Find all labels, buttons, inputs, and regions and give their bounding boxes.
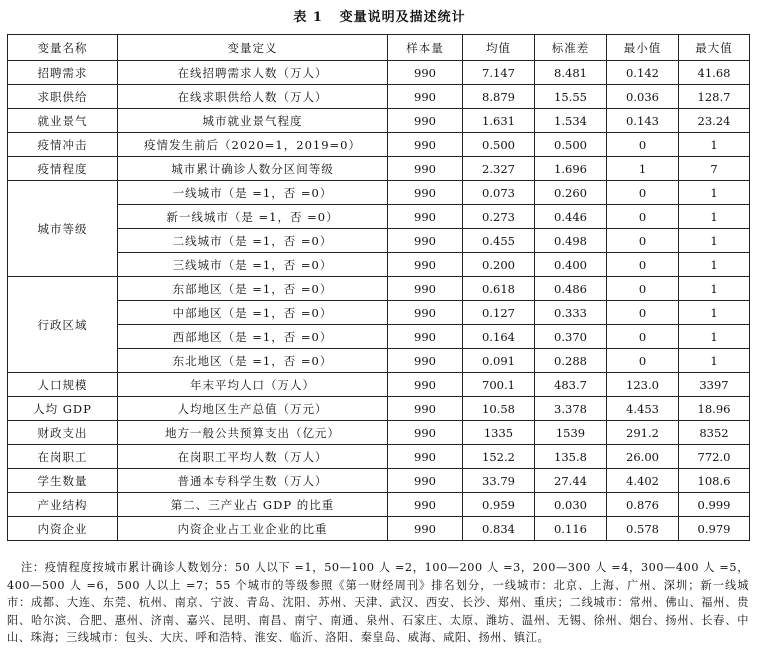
- sample-size-cell: 990: [388, 133, 463, 157]
- table-row: [8, 397, 750, 421]
- mean-cell: 33.79: [463, 469, 535, 493]
- mean-cell: 0.164: [463, 325, 535, 349]
- variable-definition-cell: 年末平均人口（万人）: [118, 373, 388, 397]
- sample-size-cell: 990: [388, 229, 463, 253]
- table-caption: [0, 6, 759, 25]
- mean-cell: 0.127: [463, 301, 535, 325]
- min-cell: 0.143: [607, 109, 679, 133]
- min-cell: 0: [607, 253, 679, 277]
- min-cell: 0: [607, 325, 679, 349]
- header-sample-size: 样本量: [388, 35, 463, 61]
- std-dev-cell: 0.498: [535, 229, 607, 253]
- variable-definition-cell: 一线城市（是 =1，否 =0）: [118, 181, 388, 205]
- max-cell: 18.96: [679, 397, 750, 421]
- table-body: [8, 61, 750, 541]
- mean-cell: 0.834: [463, 517, 535, 541]
- min-cell: 0: [607, 229, 679, 253]
- variable-name-cell: 疫情程度: [8, 157, 118, 181]
- table-row: [8, 493, 750, 517]
- min-cell: 0.578: [607, 517, 679, 541]
- variable-definition-cell: 二线城市（是 =1，否 =0）: [118, 229, 388, 253]
- std-dev-cell: 483.7: [535, 373, 607, 397]
- mean-cell: 0.959: [463, 493, 535, 517]
- table-row: [8, 133, 750, 157]
- table-row: [8, 517, 750, 541]
- sample-size-cell: 990: [388, 109, 463, 133]
- variable-name-cell: 人均 GDP: [8, 397, 118, 421]
- table-row: [8, 349, 750, 373]
- std-dev-cell: 1.534: [535, 109, 607, 133]
- variable-name-cell: 城市等级: [8, 181, 118, 277]
- mean-cell: 0.273: [463, 205, 535, 229]
- table-row: [8, 469, 750, 493]
- min-cell: 1: [607, 157, 679, 181]
- max-cell: 1: [679, 253, 750, 277]
- variable-definition-cell: 内资企业占工业企业的比重: [118, 517, 388, 541]
- mean-cell: 0.455: [463, 229, 535, 253]
- note-label: 注：: [21, 561, 45, 574]
- min-cell: 0: [607, 301, 679, 325]
- mean-cell: 1335: [463, 421, 535, 445]
- variable-definition-cell: 第二、三产业占 GDP 的比重: [118, 493, 388, 517]
- min-cell: 0: [607, 349, 679, 373]
- std-dev-cell: 1539: [535, 421, 607, 445]
- sample-size-cell: 990: [388, 373, 463, 397]
- variable-name-cell: 产业结构: [8, 493, 118, 517]
- min-cell: 0: [607, 277, 679, 301]
- variable-definition-cell: 西部地区（是 =1，否 =0）: [118, 325, 388, 349]
- sample-size-cell: 990: [388, 253, 463, 277]
- variable-name-cell: 行政区域: [8, 277, 118, 373]
- max-cell: 1: [679, 301, 750, 325]
- header-min: 最小值: [607, 35, 679, 61]
- mean-cell: 0.618: [463, 277, 535, 301]
- sample-size-cell: 990: [388, 157, 463, 181]
- table-row: [8, 445, 750, 469]
- min-cell: 123.0: [607, 373, 679, 397]
- header-std-dev: 标准差: [535, 35, 607, 61]
- std-dev-cell: 27.44: [535, 469, 607, 493]
- min-cell: 0: [607, 133, 679, 157]
- sample-size-cell: 990: [388, 301, 463, 325]
- variable-name-cell: 疫情冲击: [8, 133, 118, 157]
- max-cell: 772.0: [679, 445, 750, 469]
- sample-size-cell: 990: [388, 421, 463, 445]
- variable-definition-cell: 在岗职工平均人数（万人）: [118, 445, 388, 469]
- std-dev-cell: 15.55: [535, 85, 607, 109]
- sample-size-cell: 990: [388, 61, 463, 85]
- sample-size-cell: 990: [388, 517, 463, 541]
- max-cell: 0.999: [679, 493, 750, 517]
- sample-size-cell: 990: [388, 469, 463, 493]
- max-cell: 1: [679, 181, 750, 205]
- mean-cell: 0.500: [463, 133, 535, 157]
- std-dev-cell: 0.446: [535, 205, 607, 229]
- sample-size-cell: 990: [388, 325, 463, 349]
- table-title: 变量说明及描述统计: [339, 10, 466, 25]
- variable-definition-cell: 城市累计确诊人数分区间等级: [118, 157, 388, 181]
- std-dev-cell: 0.333: [535, 301, 607, 325]
- variable-definition-cell: 城市就业景气程度: [118, 109, 388, 133]
- table-note: [7, 559, 749, 647]
- table-number: 表 1: [293, 10, 323, 25]
- mean-cell: 10.58: [463, 397, 535, 421]
- header-mean: 均值: [463, 35, 535, 61]
- variable-definition-cell: 在线求职供给人数（万人）: [118, 85, 388, 109]
- min-cell: 4.453: [607, 397, 679, 421]
- min-cell: 0.876: [607, 493, 679, 517]
- mean-cell: 0.091: [463, 349, 535, 373]
- min-cell: 0.142: [607, 61, 679, 85]
- sample-size-cell: 990: [388, 277, 463, 301]
- max-cell: 1: [679, 229, 750, 253]
- mean-cell: 700.1: [463, 373, 535, 397]
- min-cell: 291.2: [607, 421, 679, 445]
- table-row: [8, 61, 750, 85]
- table-row: [8, 85, 750, 109]
- table-row: [8, 373, 750, 397]
- variable-definition-cell: 在线招聘需求人数（万人）: [118, 61, 388, 85]
- table-row: [8, 277, 750, 301]
- min-cell: 4.402: [607, 469, 679, 493]
- min-cell: 26.00: [607, 445, 679, 469]
- max-cell: 3397: [679, 373, 750, 397]
- min-cell: 0: [607, 181, 679, 205]
- max-cell: 7: [679, 157, 750, 181]
- header-variable-definition: 变量定义: [118, 35, 388, 61]
- max-cell: 1: [679, 133, 750, 157]
- variable-name-cell: 人口规模: [8, 373, 118, 397]
- table-row: [8, 301, 750, 325]
- std-dev-cell: 1.696: [535, 157, 607, 181]
- variable-name-cell: 招聘需求: [8, 61, 118, 85]
- note-text: 疫情程度按城市累计确诊人数划分：50 人以下 =1，50—100 人 =2，100—200 人 =3，200—300 人 =4，300—400 人 =5，400—500 人 =6，500 人以上 =7；55 个城市的等级参照《第一财经周刊》排名划分，一线城市：北京、上海、广州、深圳；新一线城市：成都、大连、东莞、杭州、南京、宁波、青岛、沈阳、苏州、天津、武汉、西安、长沙、郑州、重庆；二线城市：常州、佛山、福州、贵阳、哈尔滨、合肥、惠州、济南、嘉兴、昆明、南昌、南宁、南通、泉州、石家庄、太原、潍坊、温州、无锡、徐州、烟台、扬州、长春、中山、珠海；三线城市：包头、大庆、呼和浩特、淮安、临沂、洛阳、秦皇岛、威海、咸阳、扬州、镇江。: [7, 561, 750, 645]
- table-row: [8, 253, 750, 277]
- variable-definition-cell: 人均地区生产总值（万元）: [118, 397, 388, 421]
- mean-cell: 0.073: [463, 181, 535, 205]
- max-cell: 41.68: [679, 61, 750, 85]
- std-dev-cell: 135.8: [535, 445, 607, 469]
- max-cell: 1: [679, 325, 750, 349]
- variable-name-cell: 学生数量: [8, 469, 118, 493]
- max-cell: 0.979: [679, 517, 750, 541]
- std-dev-cell: 0.116: [535, 517, 607, 541]
- sample-size-cell: 990: [388, 445, 463, 469]
- max-cell: 108.6: [679, 469, 750, 493]
- variable-name-cell: 求职供给: [8, 85, 118, 109]
- variable-definition-cell: 东北地区（是 =1，否 =0）: [118, 349, 388, 373]
- variable-name-cell: 在岗职工: [8, 445, 118, 469]
- descriptive-statistics-table: [7, 34, 750, 541]
- header-variable-name: 变量名称: [8, 35, 118, 61]
- min-cell: 0.036: [607, 85, 679, 109]
- variable-definition-cell: 地方一般公共预算支出（亿元）: [118, 421, 388, 445]
- mean-cell: 152.2: [463, 445, 535, 469]
- std-dev-cell: 8.481: [535, 61, 607, 85]
- variable-name-cell: 内资企业: [8, 517, 118, 541]
- table-row: [8, 229, 750, 253]
- sample-size-cell: 990: [388, 397, 463, 421]
- max-cell: 128.7: [679, 85, 750, 109]
- min-cell: 0: [607, 205, 679, 229]
- mean-cell: 1.631: [463, 109, 535, 133]
- variable-definition-cell: 新一线城市（是 =1，否 =0）: [118, 205, 388, 229]
- table-row: [8, 109, 750, 133]
- std-dev-cell: 0.400: [535, 253, 607, 277]
- std-dev-cell: 0.260: [535, 181, 607, 205]
- table-row: [8, 421, 750, 445]
- max-cell: 8352: [679, 421, 750, 445]
- max-cell: 1: [679, 277, 750, 301]
- std-dev-cell: 0.030: [535, 493, 607, 517]
- sample-size-cell: 990: [388, 493, 463, 517]
- mean-cell: 2.327: [463, 157, 535, 181]
- table-row: [8, 157, 750, 181]
- max-cell: 1: [679, 349, 750, 373]
- table-row: [8, 325, 750, 349]
- sample-size-cell: 990: [388, 85, 463, 109]
- sample-size-cell: 990: [388, 181, 463, 205]
- sample-size-cell: 990: [388, 205, 463, 229]
- max-cell: 23.24: [679, 109, 750, 133]
- variable-definition-cell: 三线城市（是 =1，否 =0）: [118, 253, 388, 277]
- std-dev-cell: 3.378: [535, 397, 607, 421]
- mean-cell: 8.879: [463, 85, 535, 109]
- std-dev-cell: 0.486: [535, 277, 607, 301]
- sample-size-cell: 990: [388, 349, 463, 373]
- variable-definition-cell: 中部地区（是 =1，否 =0）: [118, 301, 388, 325]
- variable-name-cell: 财政支出: [8, 421, 118, 445]
- std-dev-cell: 0.288: [535, 349, 607, 373]
- header-max: 最大值: [679, 35, 750, 61]
- header-row: [8, 35, 750, 61]
- variable-definition-cell: 东部地区（是 =1，否 =0）: [118, 277, 388, 301]
- mean-cell: 0.200: [463, 253, 535, 277]
- mean-cell: 7.147: [463, 61, 535, 85]
- variable-definition-cell: 疫情发生前后（2020=1，2019=0）: [118, 133, 388, 157]
- std-dev-cell: 0.370: [535, 325, 607, 349]
- table-row: [8, 205, 750, 229]
- variable-name-cell: 就业景气: [8, 109, 118, 133]
- variable-definition-cell: 普通本专科学生数（万人）: [118, 469, 388, 493]
- max-cell: 1: [679, 205, 750, 229]
- table-row: [8, 181, 750, 205]
- std-dev-cell: 0.500: [535, 133, 607, 157]
